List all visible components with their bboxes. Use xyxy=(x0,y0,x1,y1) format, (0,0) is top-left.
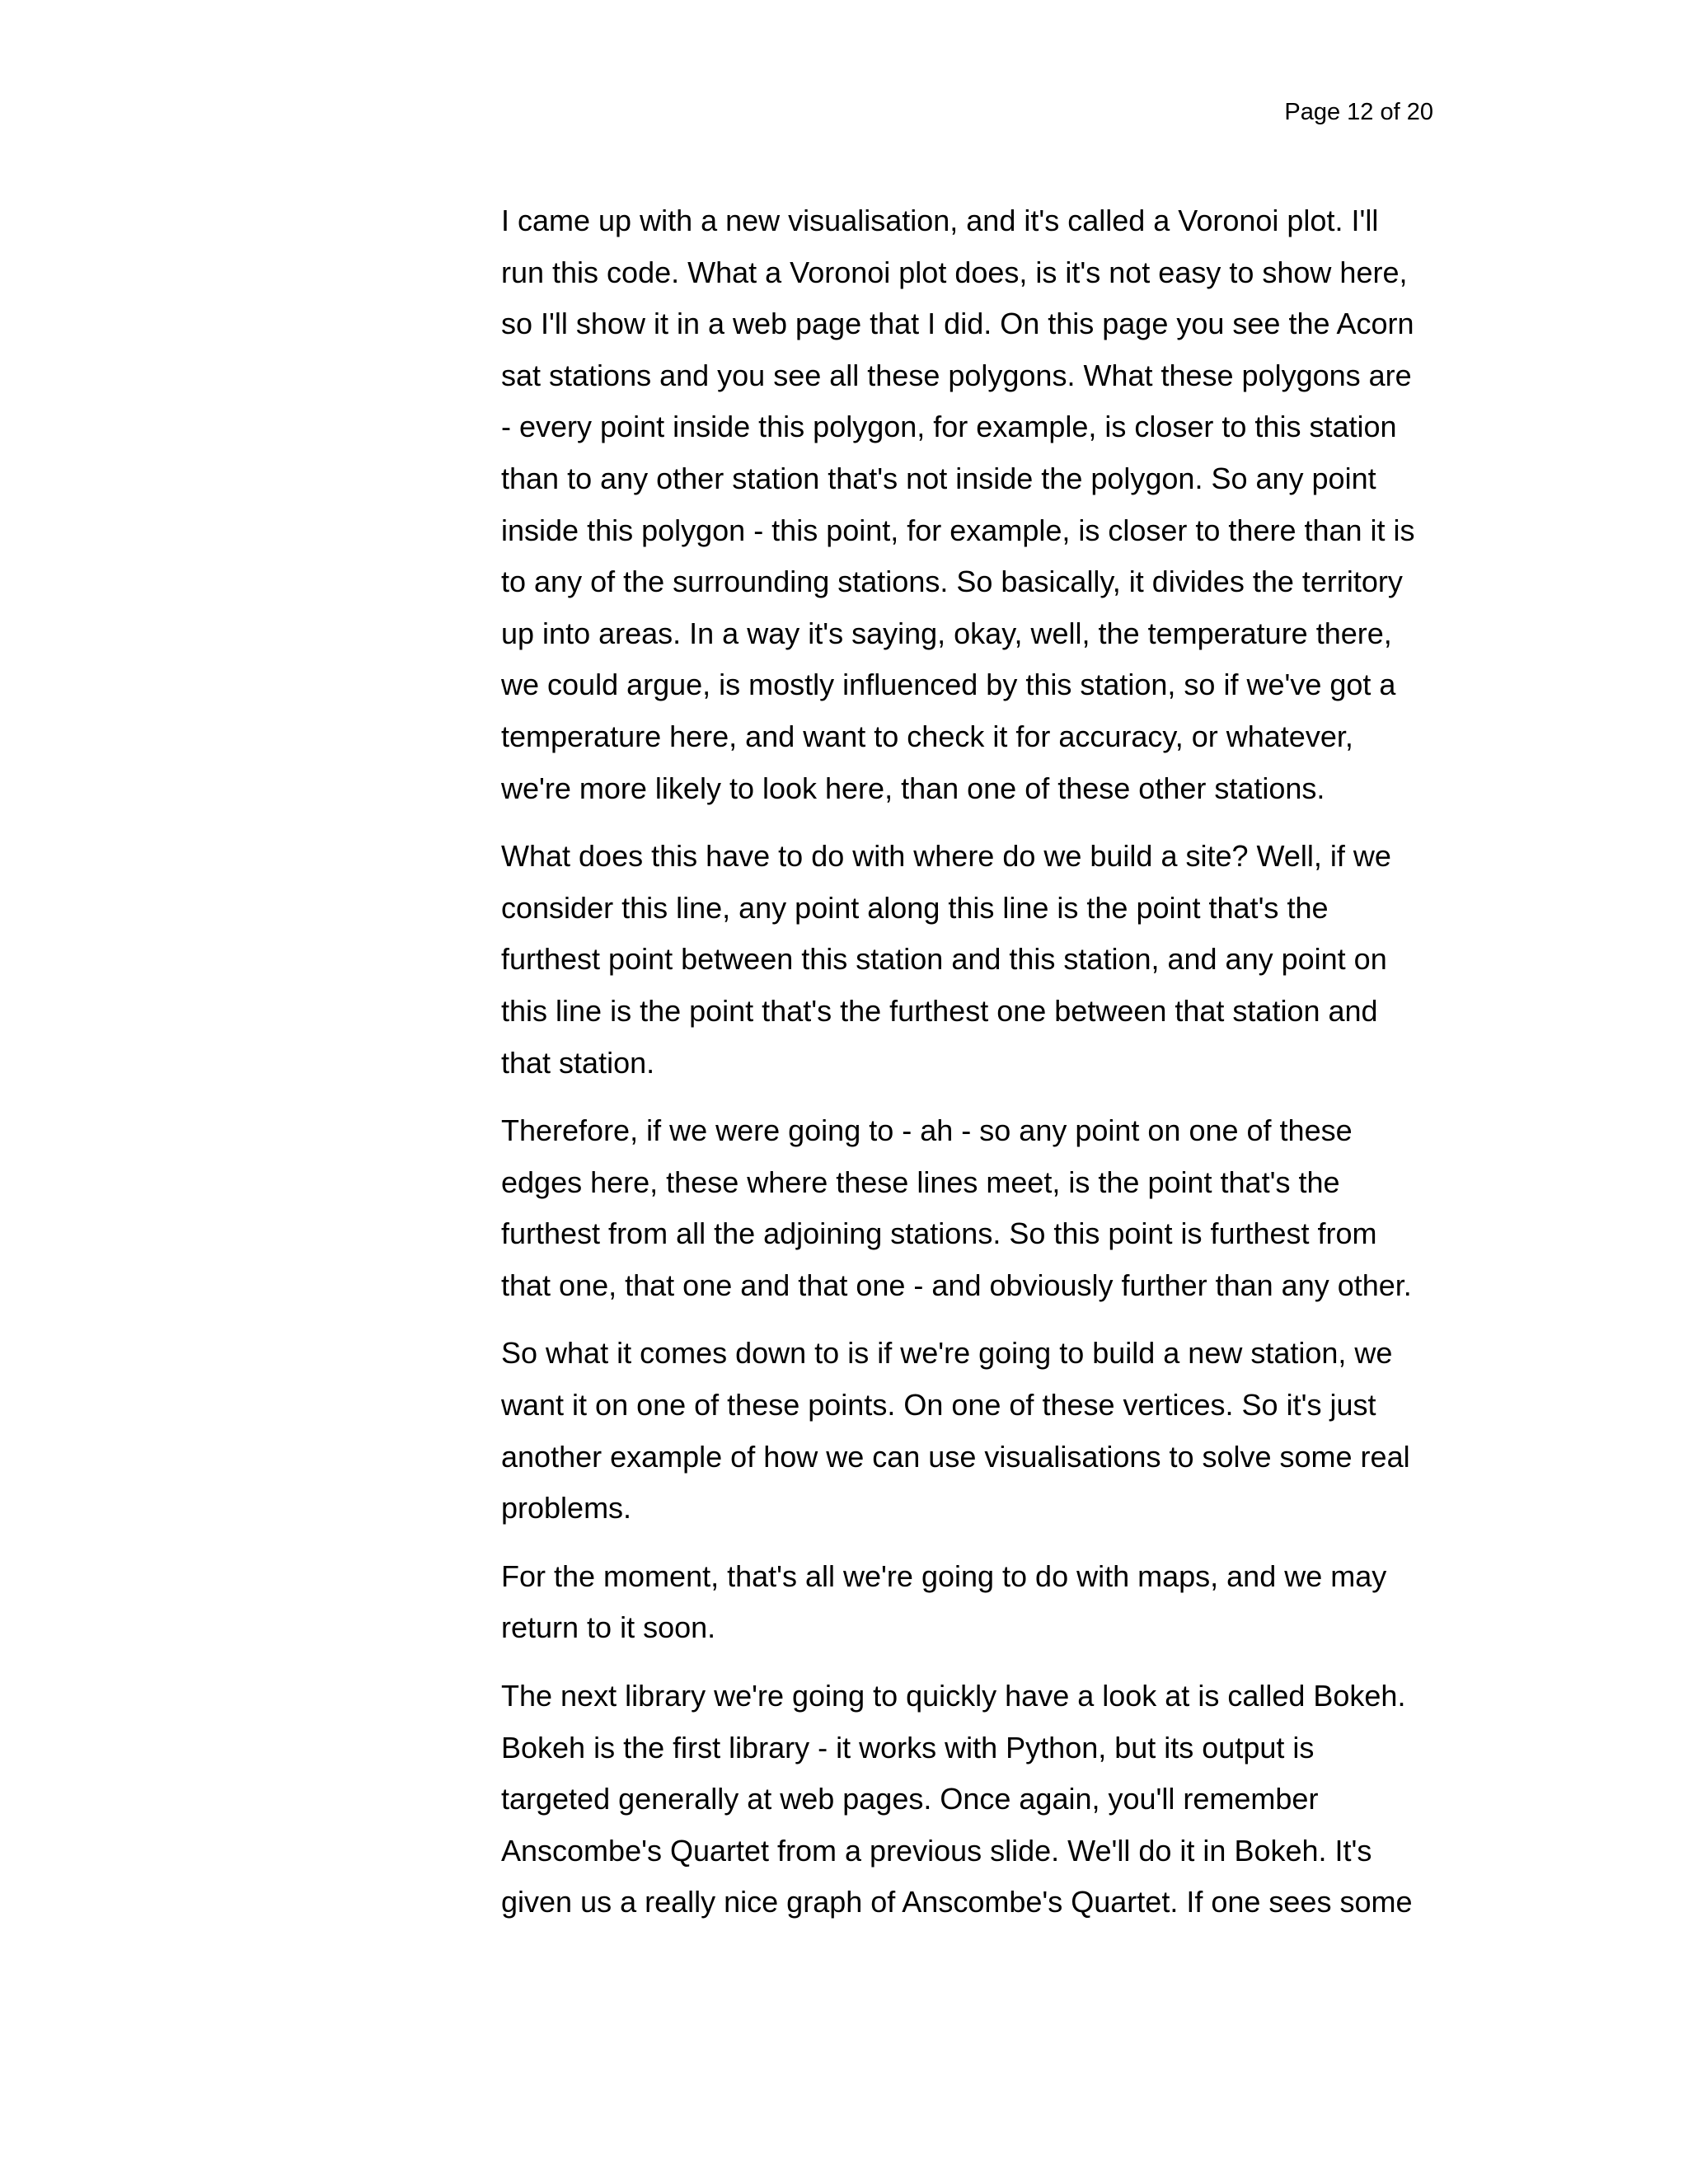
text-line: want it on one of these points. On one of these vertices. So it's just xyxy=(501,1388,1376,1422)
text-line: consider this line, any point along this line is the point that's the xyxy=(501,890,1329,925)
text-line: this line is the point that's the furthest one between that station and xyxy=(501,993,1378,1028)
text-line: I came up with a new visualisation, and it's called a Voronoi plot. I'll xyxy=(501,204,1379,237)
text-line: furthest from all the adjoining stations. So this point is furthest from xyxy=(501,1216,1377,1251)
text-line: The next library we're going to quickly have a look at is called Bokeh. xyxy=(501,1679,1406,1713)
text-line: Therefore, if we were going to - ah - so any point on one of these xyxy=(501,1113,1353,1148)
transcript-body xyxy=(501,195,1449,1945)
text-line: return to it soon. xyxy=(501,1610,716,1645)
text-line: sat stations and you see all these polygons. What these polygons are xyxy=(501,358,1412,392)
text-line: inside this polygon - this point, for example, is closer to there than it is xyxy=(501,513,1415,547)
text-line: we could argue, is mostly influenced by this station, so if we've got a xyxy=(501,668,1396,702)
text-line: What does this have to do with where do we build a site? Well, if we xyxy=(501,839,1391,874)
text-line: temperature here, and want to check it for accuracy, or whatever, xyxy=(501,719,1353,753)
text-line: given us a really nice graph of Anscombe's Quartet. If one sees some xyxy=(501,1885,1413,1919)
paragraph-new-station xyxy=(501,1328,1449,1534)
text-line: Anscombe's Quartet from a previous slide. We'll do it in Bokeh. It's xyxy=(501,1833,1372,1868)
text-line: to any of the surrounding stations. So basically, it divides the territory xyxy=(501,565,1403,599)
text-line: furthest point between this station and this station, and any point on xyxy=(501,942,1387,977)
paragraph-voronoi-intro xyxy=(501,195,1449,814)
paragraph-build-site xyxy=(501,831,1449,1089)
text-line: we're more likely to look here, than one of these other stations. xyxy=(501,771,1325,805)
text-line: - every point inside this polygon, for example, is closer to this station xyxy=(501,410,1397,444)
text-line: targeted generally at web pages. Once again, you'll remember xyxy=(501,1782,1319,1816)
paragraph-maps-done xyxy=(501,1551,1449,1654)
paragraph-bokeh xyxy=(501,1671,1449,1929)
text-line: than to any other station that's not inside the polygon. So any point xyxy=(501,461,1376,495)
text-line: edges here, these where these lines meet, is the point that's the xyxy=(501,1165,1340,1199)
text-line: that station. xyxy=(501,1045,655,1080)
text-line: problems. xyxy=(501,1491,632,1526)
text-line: For the moment, that's all we're going to do with maps, and we may xyxy=(501,1558,1387,1593)
paragraph-edges xyxy=(501,1105,1449,1311)
text-line: another example of how we can use visualisations to solve some real xyxy=(501,1439,1410,1474)
text-line: so I'll show it in a web page that I did. On this page you see the Acorn xyxy=(501,307,1414,341)
text-line: that one, that one and that one - and obviously further than any other. xyxy=(501,1268,1412,1302)
text-line: Bokeh is the first library - it works with Python, but its output is xyxy=(501,1730,1315,1765)
text-line: run this code. What a Voronoi plot does, is it's not easy to show here, xyxy=(501,255,1408,289)
text-line: So what it comes down to is if we're going to build a new station, we xyxy=(501,1336,1393,1371)
text-line: up into areas. In a way it's saying, okay, well, the temperature there, xyxy=(501,616,1392,650)
page-number: Page 12 of 20 xyxy=(1284,99,1433,125)
